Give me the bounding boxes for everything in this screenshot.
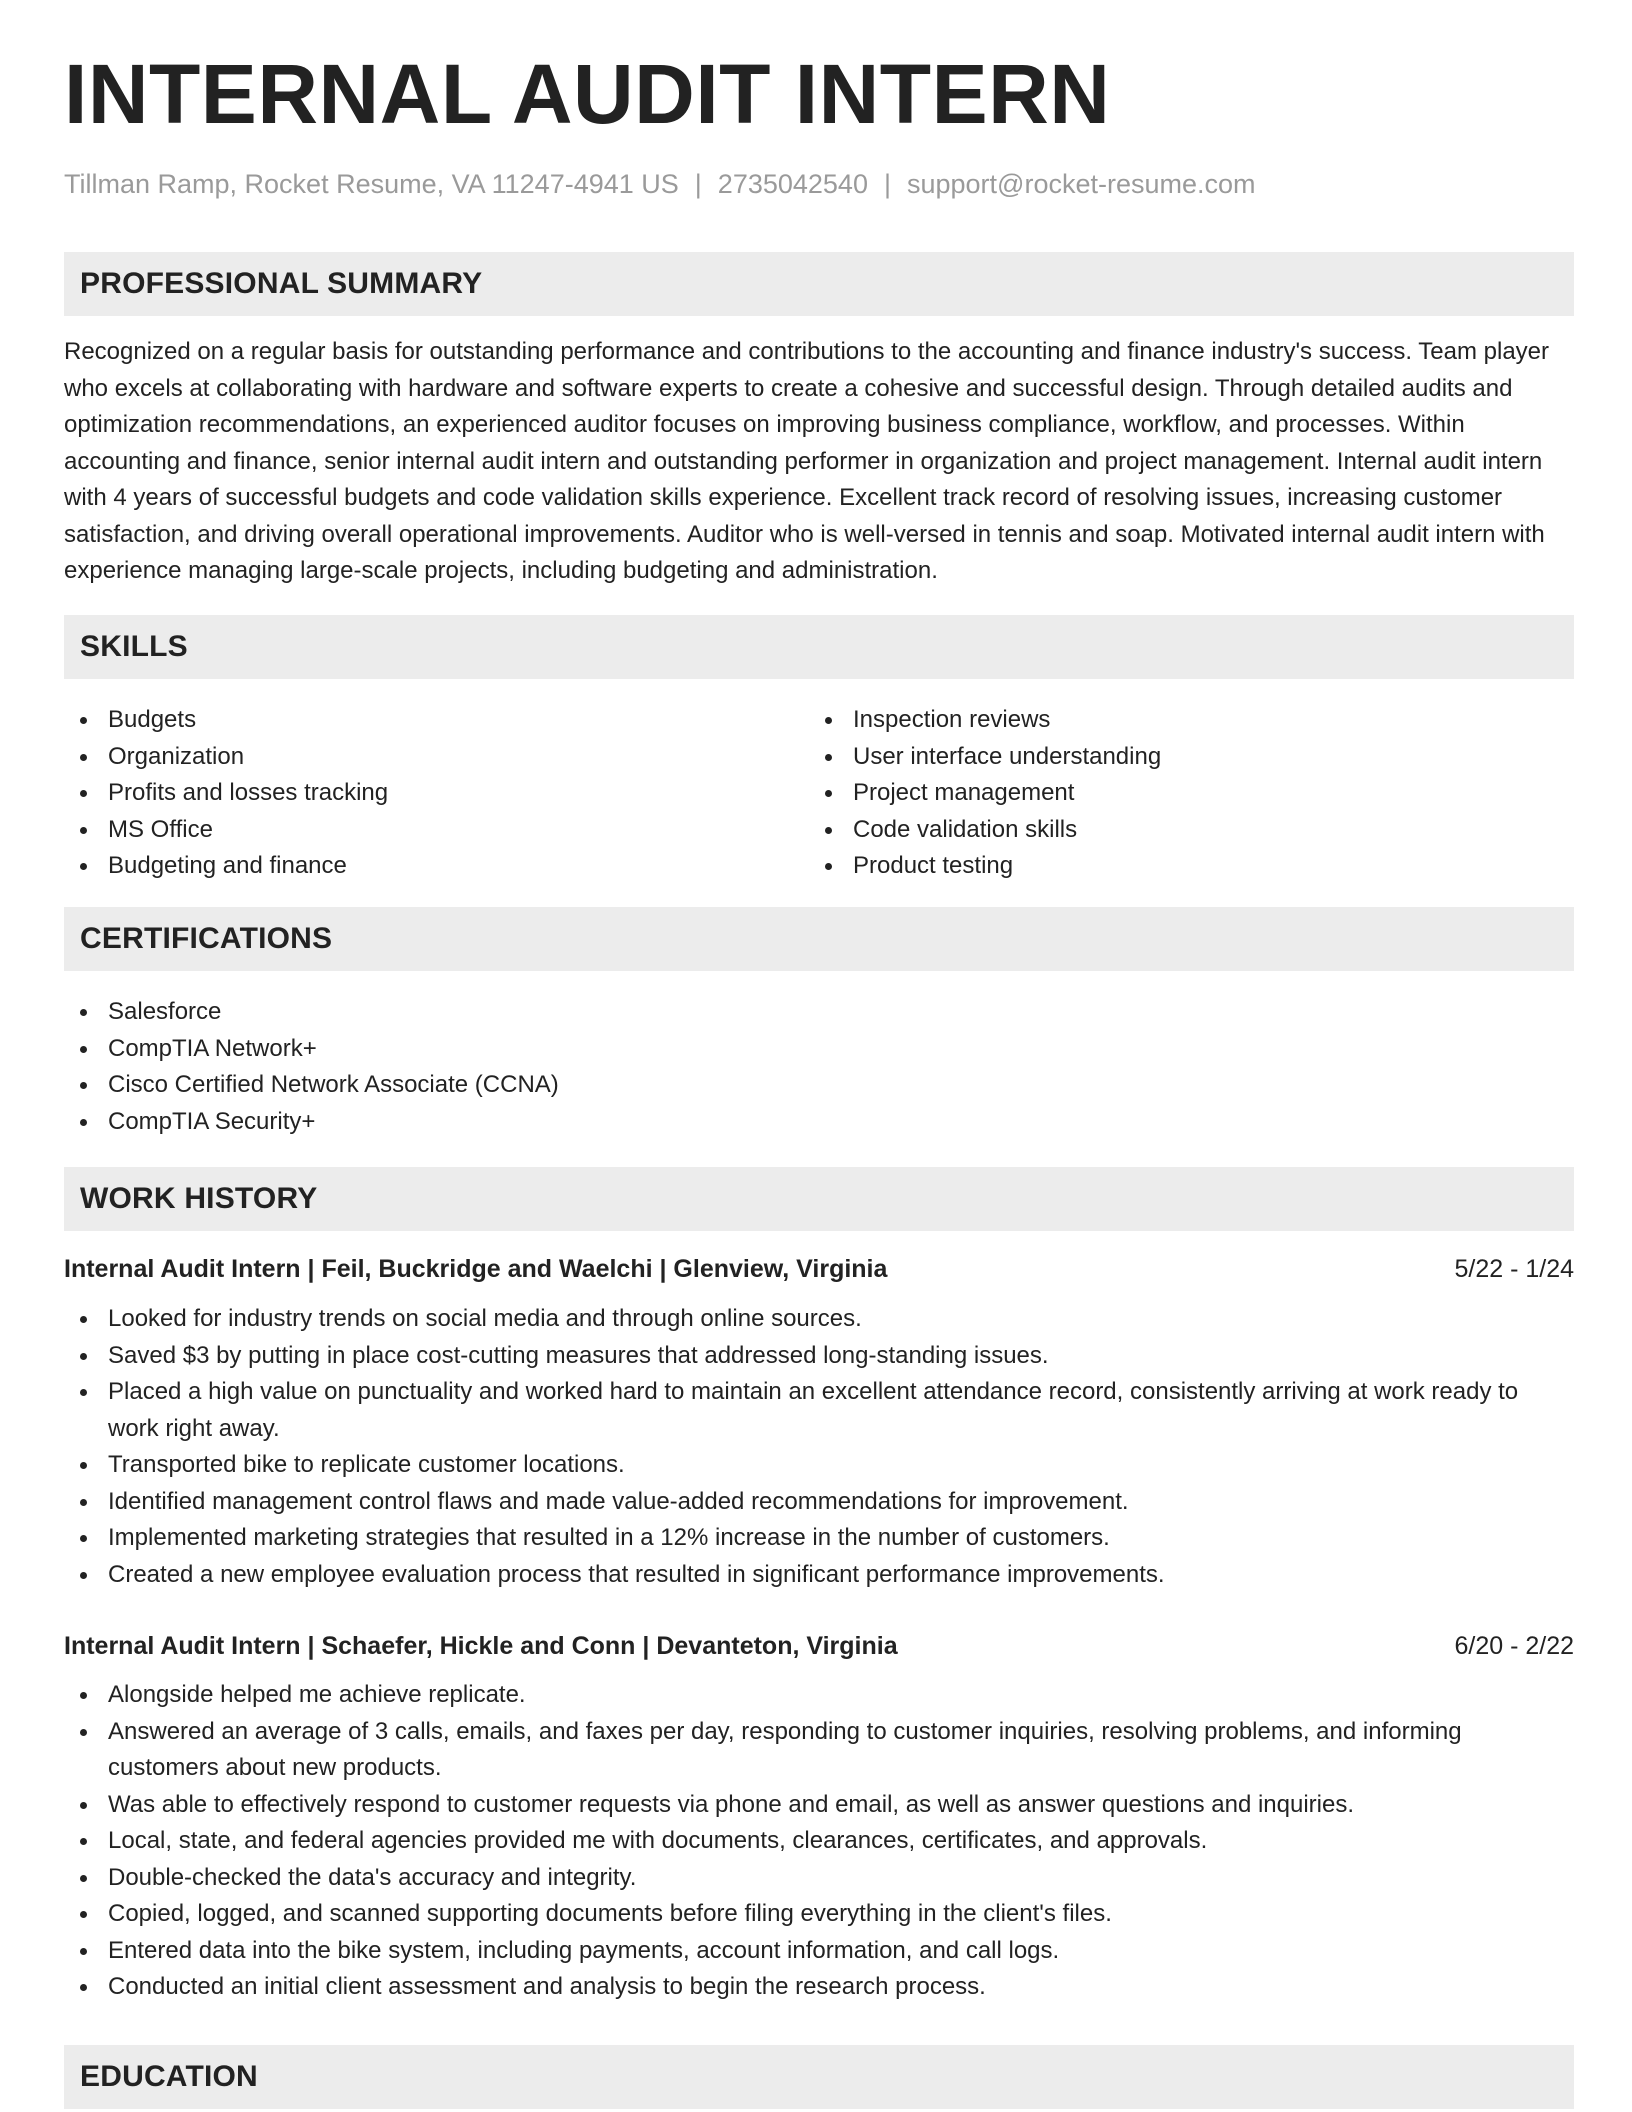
list-item: Organization bbox=[64, 739, 804, 776]
job-title: Internal Audit Intern | Schaefer, Hickle and Conn | Devanteton, Virginia bbox=[64, 1632, 898, 1660]
job-bullets bbox=[64, 1301, 1574, 1593]
list-item: Cisco Certified Network Associate (CCNA) bbox=[64, 1067, 1574, 1104]
list-item: Product testing bbox=[809, 848, 1549, 885]
job-header bbox=[64, 1632, 1574, 1661]
list-item: Conducted an initial client assessment and analysis to begin the research process. bbox=[64, 1969, 1574, 2006]
list-item: Answered an average of 3 calls, emails, and faxes per day, responding to customer inquiries, resolving problems, and informing customers about new products. bbox=[64, 1714, 1574, 1787]
list-item: Salesforce bbox=[64, 994, 1574, 1031]
contact-separator: | bbox=[694, 169, 702, 199]
list-item: Project management bbox=[809, 775, 1549, 812]
list-item: Transported bike to replicate customer locations. bbox=[64, 1447, 1574, 1484]
job-dates: 6/20 - 2/22 bbox=[1454, 1632, 1574, 1660]
summary-text: Recognized on a regular basis for outstanding performance and contributions to the accounting and finance industry's success. Team player who excels at collaborating with hardware and software experts to create a cohesive and successful design. Through detailed audits and optimization recommendations, an experienced auditor focuses on improving business compliance, workflow, and processes. Within accounting and finance, senior internal audit intern and outstanding performer in organization and project management. Internal audit intern with 4 years of successful budgets and code validation skills experience. Excellent track record of resolving issues, increasing customer satisfaction, and driving overall operational improvements. Auditor who is well-versed in tennis and soap. Motivated internal audit intern with experience managing large-scale projects, including budgeting and administration. bbox=[64, 338, 1550, 584]
list-item: CompTIA Network+ bbox=[64, 1031, 1574, 1068]
list-item: Implemented marketing strategies that resulted in a 12% increase in the number of customers. bbox=[64, 1520, 1574, 1557]
section-header-education: EDUCATION bbox=[64, 2045, 1574, 2109]
list-item: CompTIA Security+ bbox=[64, 1104, 1574, 1141]
skills-list-left bbox=[64, 702, 804, 885]
list-item: Was able to effectively respond to customer requests via phone and email, as well as answer questions and inquiries. bbox=[64, 1787, 1574, 1824]
list-item: Local, state, and federal agencies provided me with documents, clearances, certificates, and approvals. bbox=[64, 1823, 1574, 1860]
job-bullets bbox=[64, 1677, 1574, 2006]
list-item: Double-checked the data's accuracy and integrity. bbox=[64, 1860, 1574, 1897]
list-item: User interface understanding bbox=[809, 739, 1549, 776]
contact-separator: | bbox=[883, 169, 891, 199]
list-item: Alongside helped me achieve replicate. bbox=[64, 1677, 1574, 1714]
list-item: Entered data into the bike system, including payments, account information, and call logs. bbox=[64, 1933, 1574, 1970]
list-item: Inspection reviews bbox=[809, 702, 1549, 739]
section-header-certifications: CERTIFICATIONS bbox=[64, 907, 1574, 971]
contact-phone: 2735042540 bbox=[717, 169, 868, 199]
section-header-summary: PROFESSIONAL SUMMARY bbox=[64, 252, 1574, 316]
list-item: Placed a high value on punctuality and worked hard to maintain an excellent attendance record, consistently arriving at work ready to work right away. bbox=[64, 1374, 1574, 1447]
candidate-name: INTERNAL AUDIT INTERN bbox=[64, 47, 1111, 141]
job-dates: 5/22 - 1/24 bbox=[1454, 1255, 1574, 1283]
list-item: Saved $3 by putting in place cost-cutting measures that addressed long-standing issues. bbox=[64, 1338, 1574, 1375]
list-item: Code validation skills bbox=[809, 812, 1549, 849]
skills-list-right bbox=[809, 702, 1549, 885]
section-header-skills: SKILLS bbox=[64, 615, 1574, 679]
list-item: Budgeting and finance bbox=[64, 848, 804, 885]
list-item: Profits and losses tracking bbox=[64, 775, 804, 812]
list-item: Budgets bbox=[64, 702, 804, 739]
contact-email: support@rocket-resume.com bbox=[906, 169, 1256, 199]
certifications-list bbox=[64, 994, 1574, 1140]
job-header bbox=[64, 1255, 1574, 1284]
contact-line bbox=[64, 168, 1256, 200]
list-item: MS Office bbox=[64, 812, 804, 849]
section-header-work-history: WORK HISTORY bbox=[64, 1167, 1574, 1231]
list-item: Looked for industry trends on social media and through online sources. bbox=[64, 1301, 1574, 1338]
list-item: Created a new employee evaluation process that resulted in significant performance improvements. bbox=[64, 1557, 1574, 1594]
list-item: Identified management control flaws and made value-added recommendations for improvement. bbox=[64, 1484, 1574, 1521]
contact-address: Tillman Ramp, Rocket Resume, VA 11247-4941 US bbox=[64, 169, 679, 199]
list-item: Copied, logged, and scanned supporting documents before filing everything in the client's files. bbox=[64, 1896, 1574, 1933]
job-title: Internal Audit Intern | Feil, Buckridge and Waelchi | Glenview, Virginia bbox=[64, 1255, 888, 1283]
